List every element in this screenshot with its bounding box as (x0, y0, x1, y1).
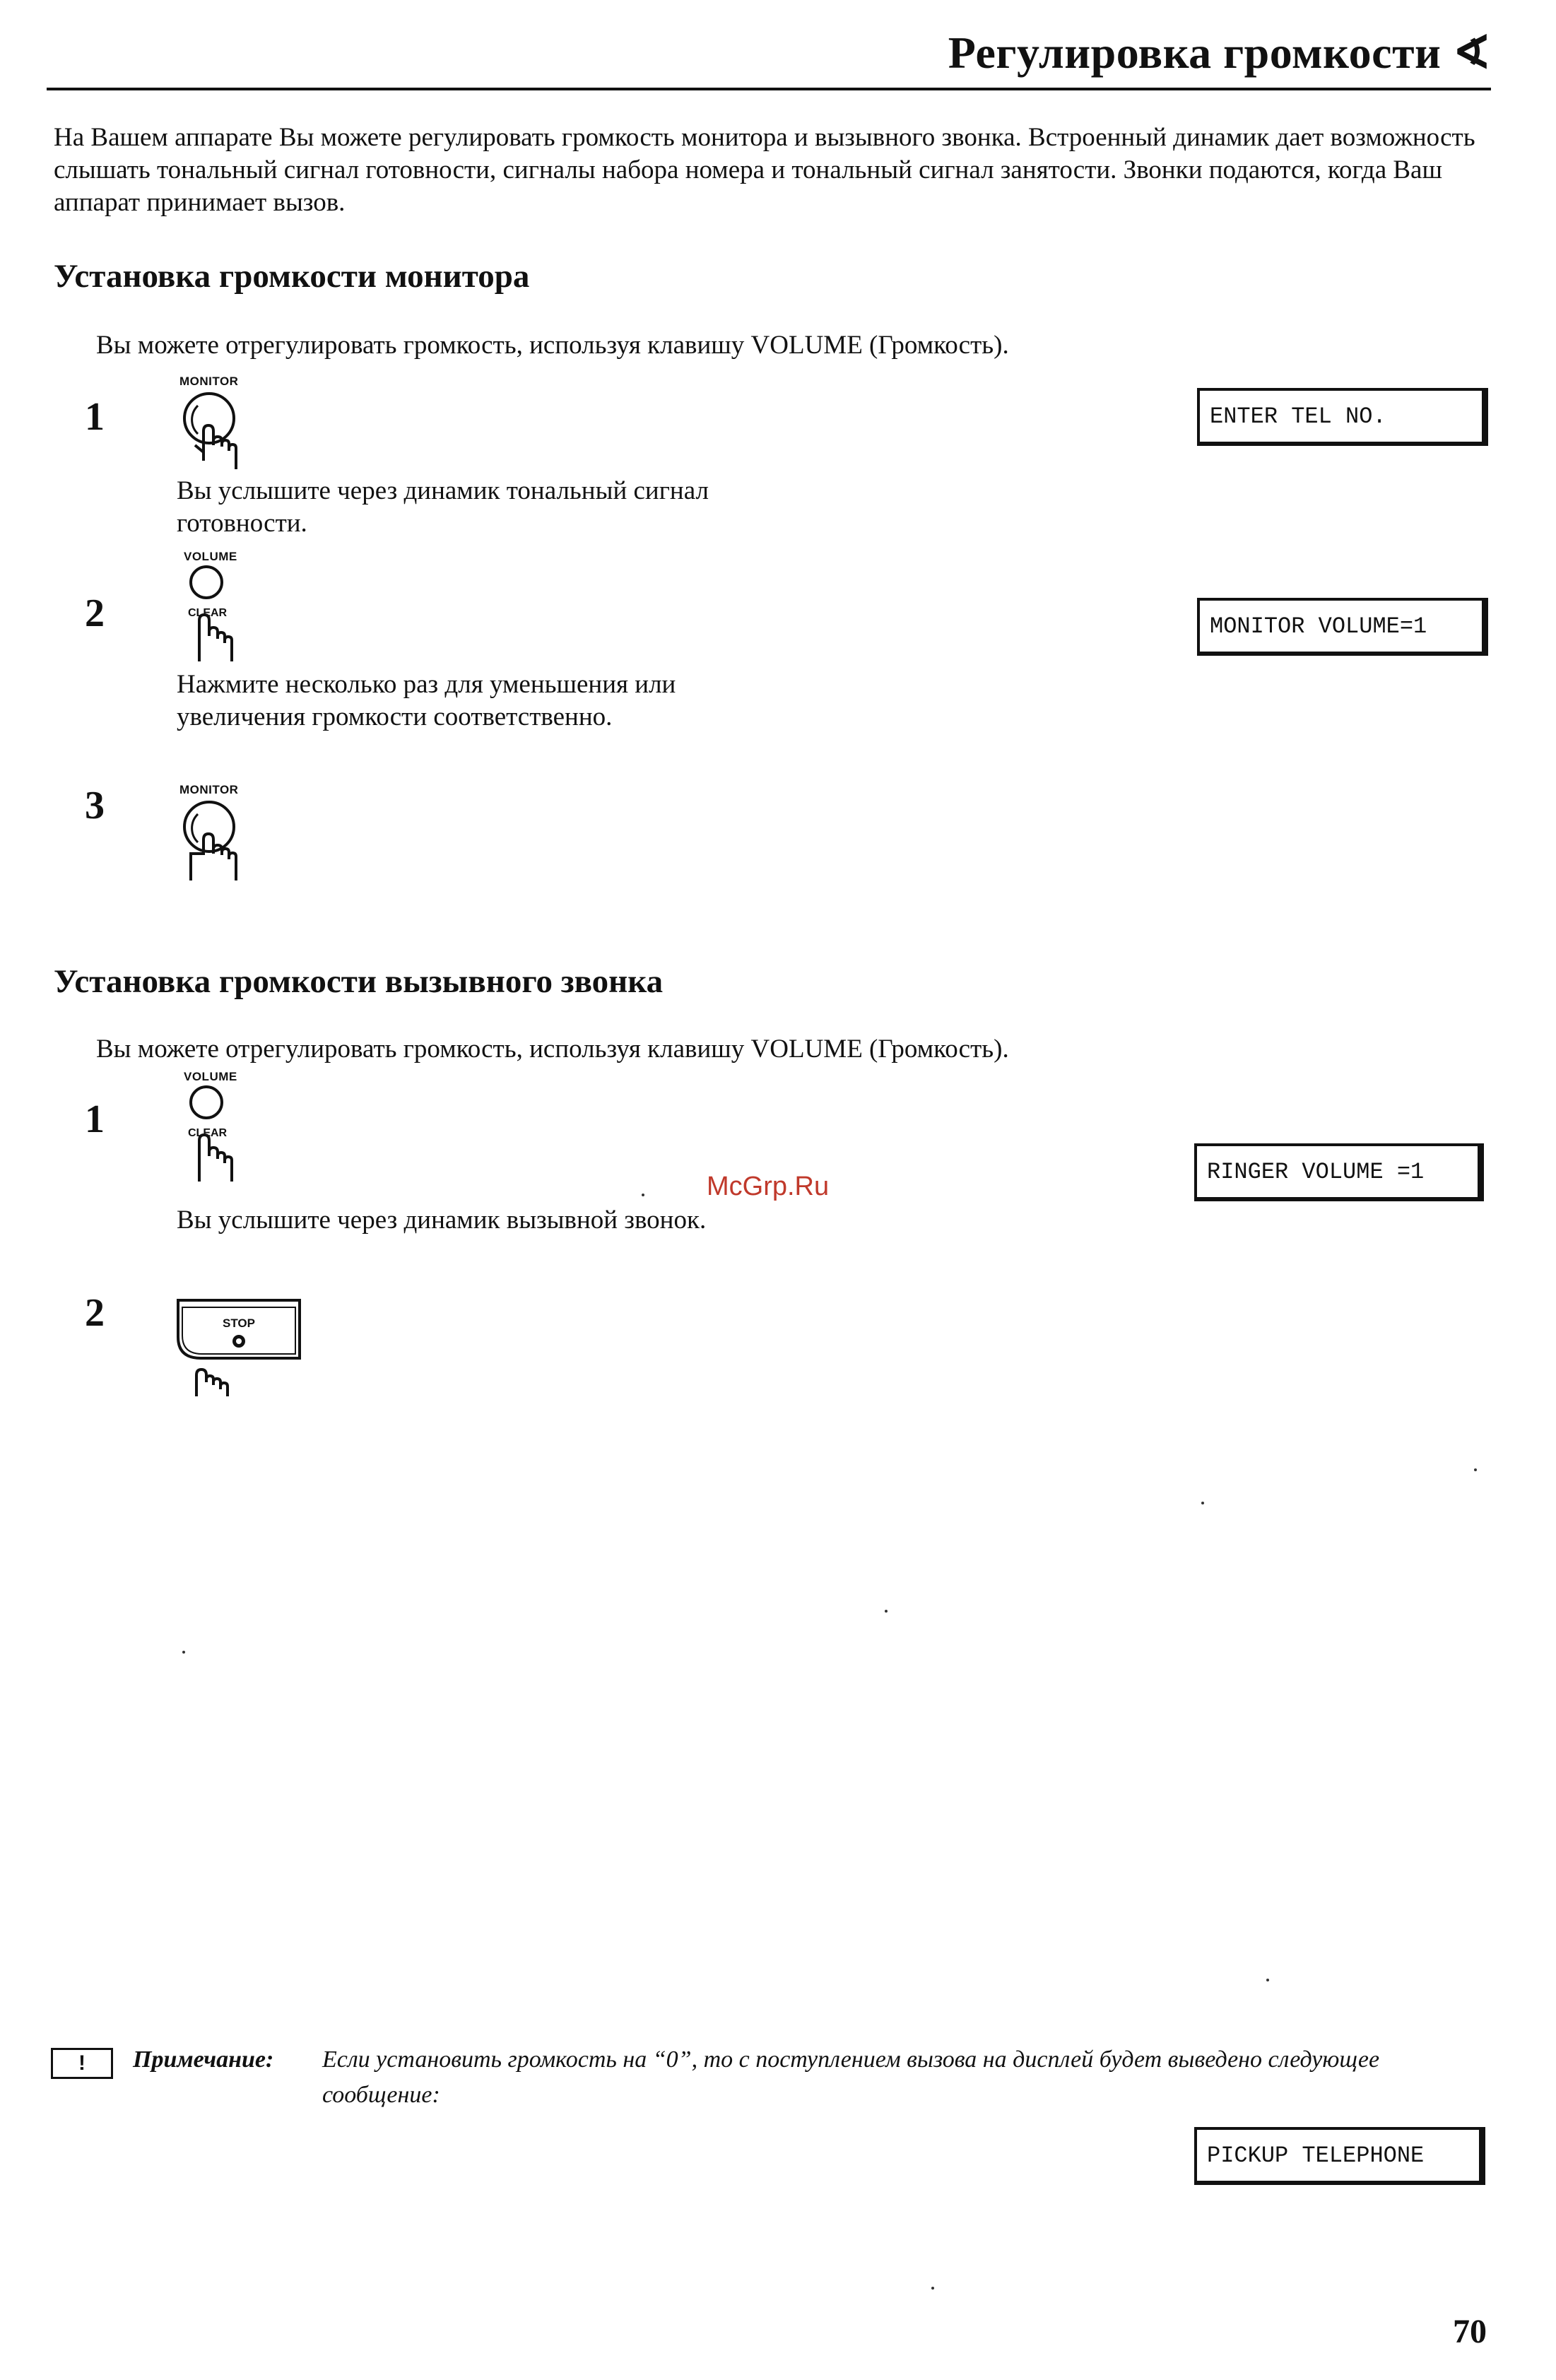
page-title-text: Регулировка громкости (948, 28, 1442, 78)
stop-key-press-icon (172, 1297, 307, 1396)
key-label-volume: VOLUME (184, 1070, 237, 1083)
step-number: 2 (85, 591, 105, 635)
step-number: 1 (85, 1097, 105, 1141)
volume-key-press-icon (185, 1085, 249, 1184)
key-sub-label: CLEAR (188, 607, 228, 619)
note-label: Примечание: (133, 2046, 274, 2073)
scan-speck (1266, 1979, 1269, 1981)
key-label-monitor: MONITOR (179, 375, 239, 388)
page-number: 70 (1453, 2313, 1487, 2350)
header-rule (47, 88, 1491, 90)
monitor-instruction: Вы можете отрегулировать громкость, используя клавишу VOLUME (Громкость). (96, 331, 1009, 360)
section-heading-ringer: Установка громкости вызывного звонка (54, 963, 664, 1000)
lcd-display: RINGER VOLUME =1 (1194, 1143, 1484, 1201)
title-marker-icon: ∢ (1452, 28, 1491, 78)
section-heading-monitor: Установка громкости монитора (54, 258, 530, 295)
step-number: 2 (85, 1291, 105, 1335)
key-sub-label: CLEAR (188, 1127, 228, 1139)
step-text: Вы услышите через динамик тональный сигнал готовности. (177, 476, 709, 538)
scan-speck (1201, 1502, 1204, 1504)
step-text: Нажмите несколько раз для уменьшения или увеличения громкости соответственно. (177, 670, 676, 731)
scan-speck (182, 1651, 185, 1654)
monitor-key-press-icon (181, 390, 244, 475)
note-text: Если установить громкость на “0”, то с поступлением вызова на дисплей будет выведено следующее сообщение: (322, 2046, 1380, 2108)
intro-paragraph: На Вашем аппарате Вы можете регулировать громкость монитора и вызывного звонка. Встроенный динамик дает возможность слышать тональный сигнал готовности, сигналы набора номера и тональный сигнал занятости. Звонки подаются, когда Ваш аппарат принимает вызов. (54, 123, 1475, 217)
step-number: 3 (85, 784, 105, 827)
lcd-display: ENTER TEL NO. (1197, 388, 1488, 446)
step-number: 1 (85, 395, 105, 439)
monitor-key-press-icon (181, 799, 244, 883)
page-title (948, 27, 1491, 79)
step-text: Вы услышите через динамик вызывной звонок. (177, 1206, 707, 1235)
stop-key-label: STOP (223, 1316, 255, 1330)
lcd-display: PICKUP TELEPHONE (1194, 2127, 1485, 2185)
key-label-monitor: MONITOR (179, 783, 239, 796)
volume-key-press-icon (185, 565, 249, 664)
key-label-volume: VOLUME (184, 550, 237, 563)
scan-speck (885, 1610, 888, 1613)
ringer-instruction: Вы можете отрегулировать громкость, используя клавишу VOLUME (Громкость). (96, 1035, 1009, 1064)
scan-speck (642, 1194, 644, 1196)
lcd-display: MONITOR VOLUME=1 (1197, 598, 1488, 656)
watermark: McGrp.Ru (707, 1172, 830, 1201)
note-warning-icon: ! (51, 2048, 113, 2079)
scan-speck (931, 2287, 934, 2290)
scan-speck (1474, 1468, 1477, 1471)
